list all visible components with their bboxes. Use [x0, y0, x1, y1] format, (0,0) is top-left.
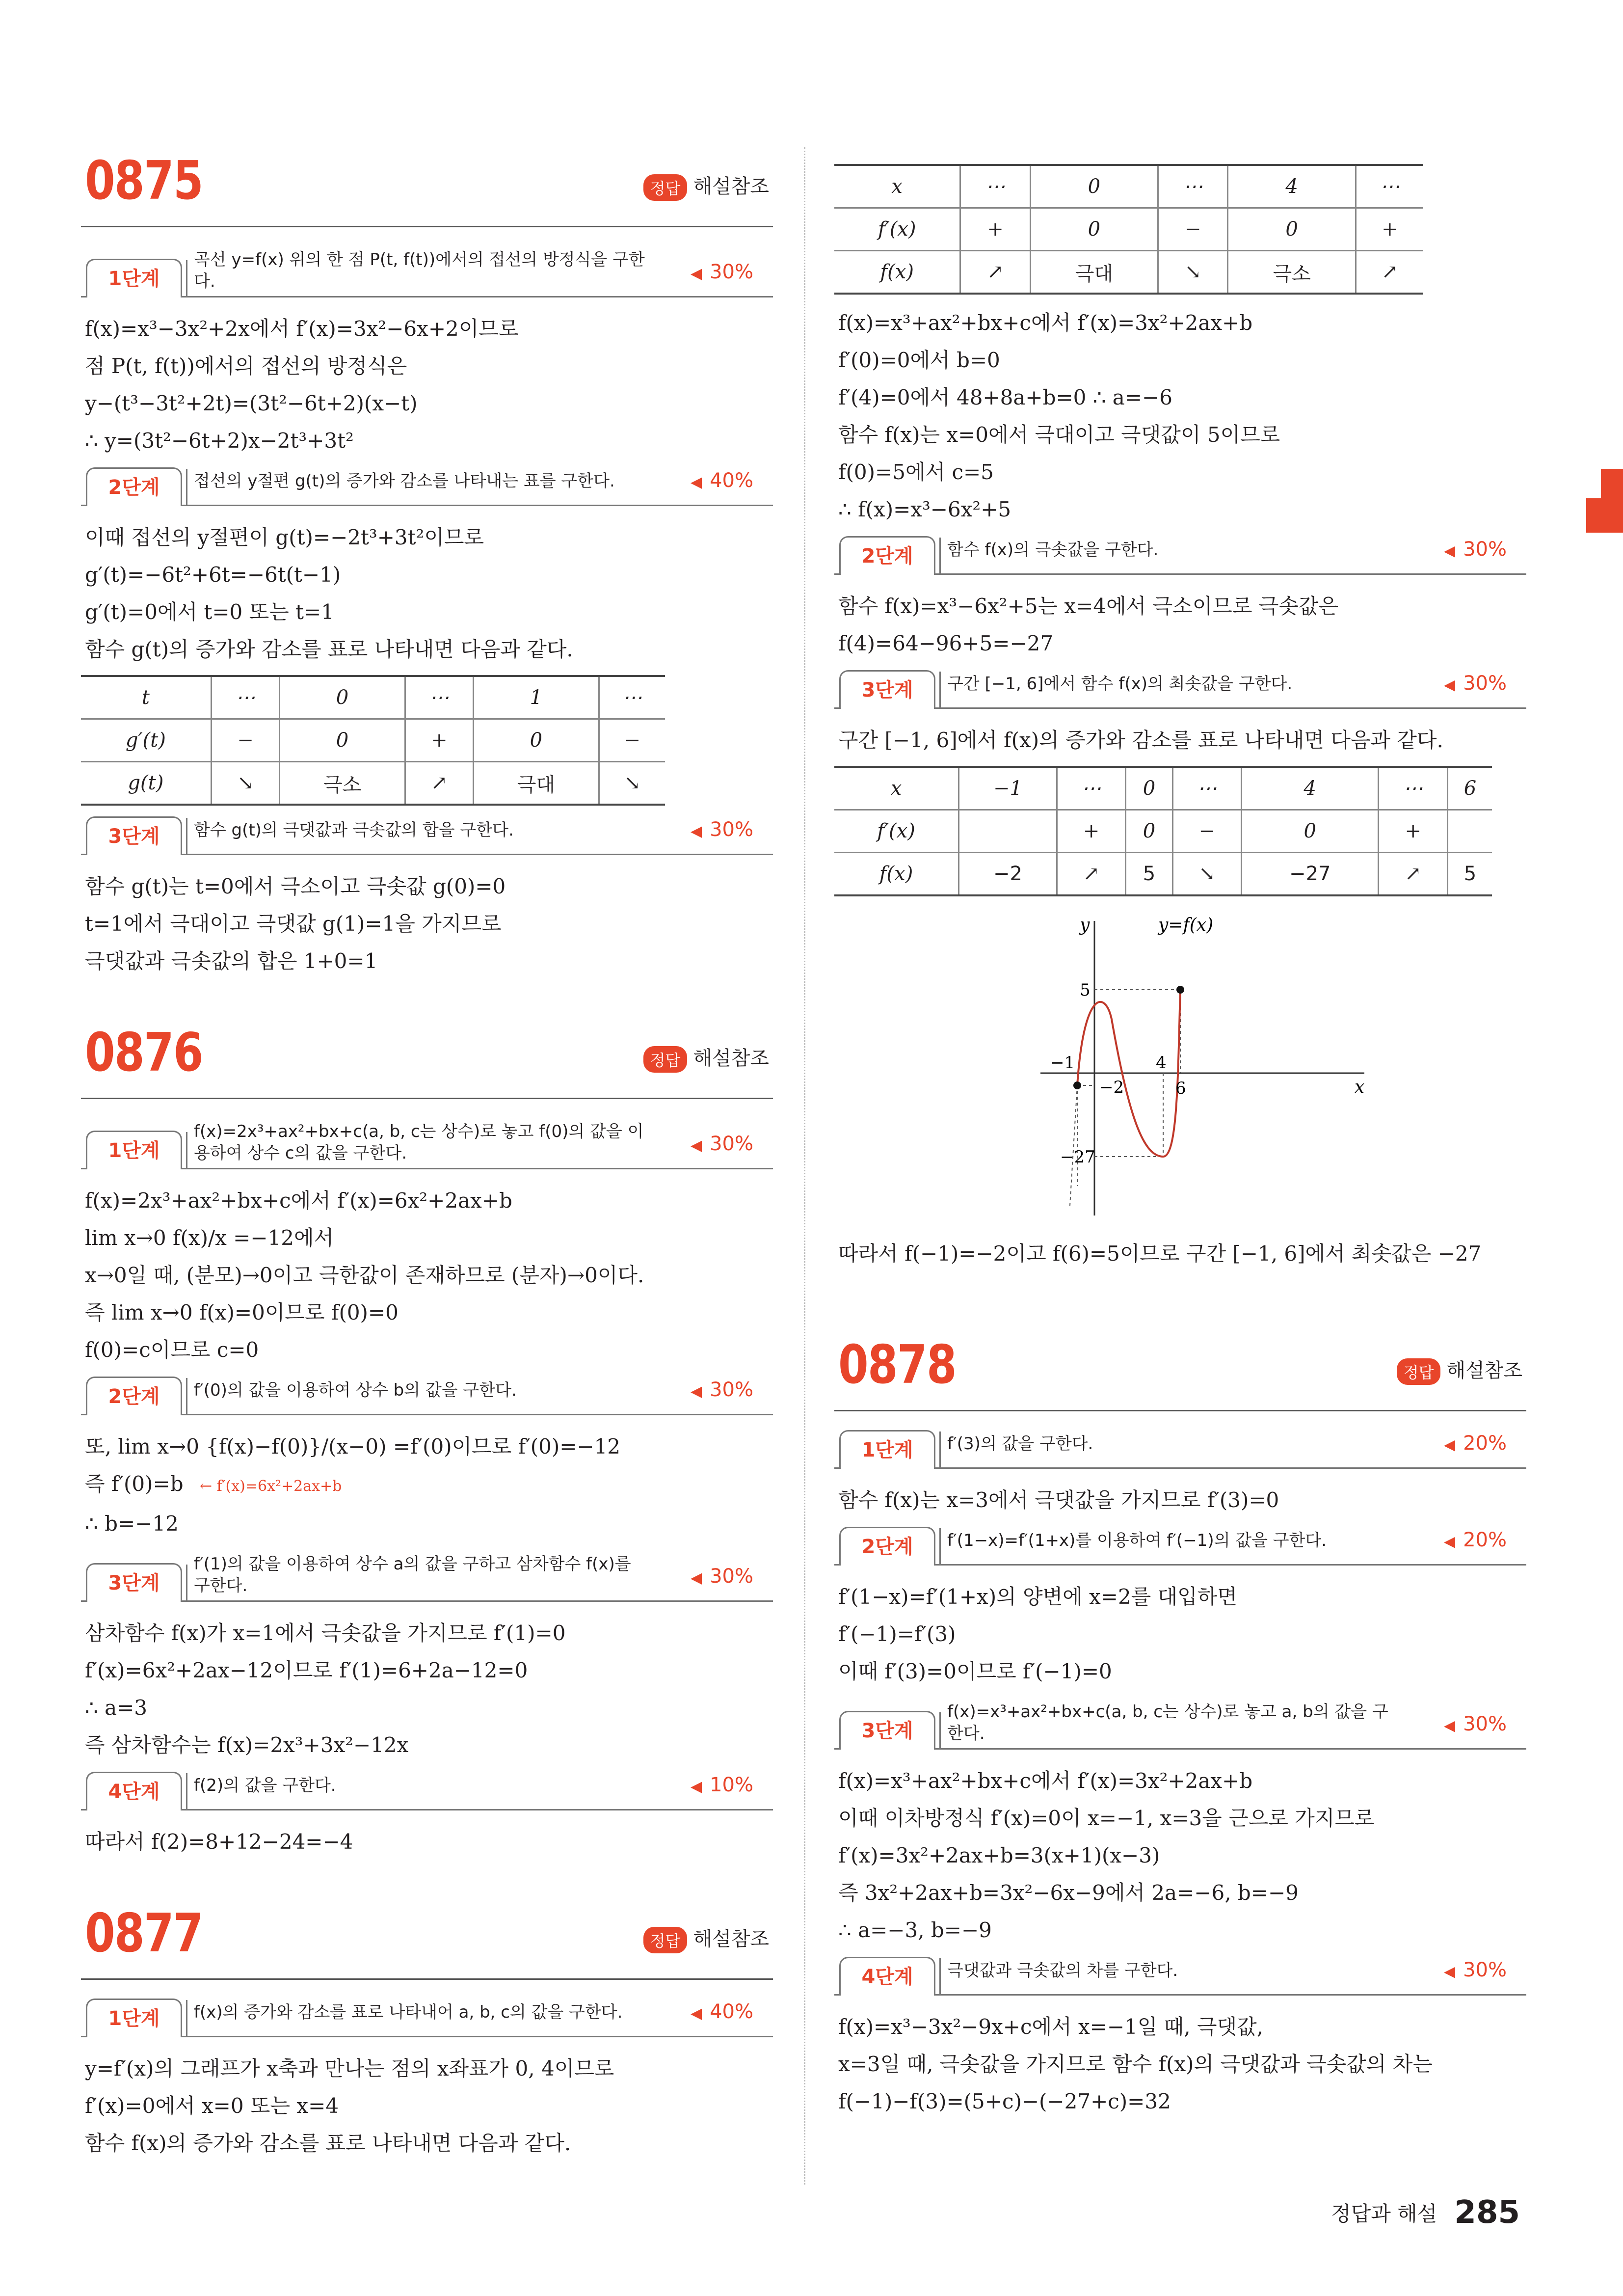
step-description: 극댓값과 극솟값의 차를 구한다.	[947, 1961, 1178, 1980]
solution-line: ∴ a=−3, b=−9	[838, 1918, 992, 1942]
chapter-tab	[1586, 469, 1623, 533]
solution-line: g′(t)=0에서 t=0 또는 t=1	[85, 600, 334, 624]
solution-line: 함수 f(x)=x³−6x²+5는 x=4에서 극소이므로 극솟값은	[838, 594, 1339, 618]
solution-line: f(x)=x³+ax²+bx+c에서 f′(x)=3x²+2ax+b	[838, 1769, 1253, 1793]
step-percent: ◀ 40%	[691, 469, 753, 492]
step-tag: 3단계	[86, 1563, 182, 1602]
step-tag: 3단계	[839, 1711, 935, 1750]
solution-line: y=f′(x)의 그래프가 x축과 만나는 점의 x좌표가 0, 4이므로	[85, 2056, 614, 2080]
solution-line: f(x)=2x³+ax²+bx+c에서 f′(x)=6x²+2ax+b	[85, 1189, 512, 1213]
graph-svg	[1031, 911, 1374, 1225]
step-percent: ◀ 30%	[691, 261, 753, 283]
solution-line: f′(4)=0에서 48+8a+b=0 ∴ a=−6	[838, 385, 1172, 409]
x-axis-label: x	[1355, 1077, 1365, 1097]
solution-line: lim x→0 f(x)/x =−12에서	[85, 1226, 334, 1250]
page-footer	[1331, 2194, 1520, 2231]
solution-line: x=3일 때, 극솟값을 가지므로 함수 f(x)의 극댓값과 극솟값의 차는	[838, 2052, 1433, 2076]
problem-number: 0875	[85, 150, 203, 212]
left-column	[81, 147, 773, 2162]
problem-header	[81, 1900, 773, 1980]
solution-line: 즉 lim x→0 f(x)=0이므로 f(0)=0	[85, 1300, 399, 1324]
step-box	[81, 1998, 773, 2037]
solution-line: 즉 3x²+2ax+b=3x²−6x−9에서 2a=−6, b=−9	[838, 1881, 1299, 1905]
step-percent: ◀ 30%	[691, 818, 753, 841]
step-tag: 4단계	[86, 1772, 182, 1810]
step-tag: 2단계	[839, 1527, 935, 1566]
solution-line: f′(1−x)=f′(1+x)의 양변에 x=2를 대입하면	[838, 1585, 1237, 1609]
sign-table: t ⋯ 0 ⋯ 1 ⋯ g′(t) − 0 + 0 − g(t) ↘ 극소 ↗ 극대 ↘	[81, 675, 665, 806]
tick-label: −27	[1060, 1147, 1095, 1167]
step-tag: 1단계	[86, 1999, 182, 2037]
solution-line: 구간 [−1, 6]에서 f(x)의 증가와 감소를 표로 나타내면 다음과 같다.	[838, 728, 1443, 752]
step-percent: ◀ 40%	[691, 2000, 753, 2023]
step-box	[81, 245, 773, 297]
solution-line: g′(t)=−6t²+6t=−6t(t−1)	[85, 563, 341, 587]
answer-label	[1397, 1355, 1522, 1385]
tick-label: 4	[1156, 1053, 1167, 1073]
function-graph	[1031, 911, 1374, 1225]
step-percent: ◀ 30%	[1444, 538, 1507, 561]
solution-line: f(4)=64−96+5=−27	[838, 631, 1054, 655]
step-percent: ◀ 30%	[691, 1565, 753, 1588]
step-box	[81, 1117, 773, 1169]
step-box	[81, 815, 773, 855]
step-box	[834, 535, 1526, 575]
solution-line: 극댓값과 극솟값의 합은 1+0=1	[85, 949, 378, 973]
answer-text: 해설참조	[1446, 1359, 1522, 1382]
step-tag: 2단계	[86, 1377, 182, 1415]
sign-table: x −1 ⋯ 0 ⋯ 4 ⋯ 6 f′(x) + 0 − 0 + f(x) −2 ↗ 5 ↘ −27 ↗ 5	[834, 766, 1492, 896]
solution-line: f′(0)=0에서 b=0	[838, 348, 1000, 372]
solution-line: ∴ y=(3t²−6t+2)x−2t³+3t²	[85, 429, 354, 453]
step-description: f(2)의 값을 구한다.	[194, 1776, 336, 1795]
sign-table: x ⋯ 0 ⋯ 4 ⋯ f′(x) + 0 − 0 + f(x) ↗ 극대 ↘ 극소 ↗	[834, 164, 1423, 295]
step-percent: ◀ 30%	[691, 1378, 753, 1401]
step-box	[834, 1429, 1526, 1469]
answer-text: 해설참조	[693, 175, 769, 198]
step-box	[834, 1526, 1526, 1566]
solution-line: 삼차함수 f(x)가 x=1에서 극솟값을 가지므로 f′(1)=0	[85, 1621, 566, 1645]
step-percent: ◀ 30%	[1444, 1959, 1507, 1981]
footer-text: 정답과 해설	[1331, 2202, 1437, 2226]
solution-line: f(x)=x³+ax²+bx+c에서 f′(x)=3x²+2ax+b	[838, 311, 1253, 335]
answer-badge: 정답	[643, 174, 688, 201]
step-description: 함수 f(x)의 극솟값을 구한다.	[947, 540, 1159, 560]
solution-line: ∴ b=−12	[85, 1512, 179, 1536]
endpoint-right	[1176, 986, 1184, 994]
step-tag: 4단계	[839, 1957, 935, 1996]
step-description: f(x)=x³+ax²+bx+c(a, b, c는 상수)로 놓고 a, b의 값을 구한다.	[947, 1702, 1388, 1743]
step-percent: ◀ 20%	[1444, 1529, 1507, 1551]
step-percent: ◀ 10%	[691, 1774, 753, 1796]
step-box	[834, 669, 1526, 709]
solution-line: f(x)=x³−3x²+2x에서 f′(x)=3x²−6x+2이므로	[85, 317, 519, 341]
solution-line: 함수 f(x)는 x=0에서 극대이고 극댓값이 5이므로	[838, 423, 1280, 447]
step-tag: 1단계	[839, 1430, 935, 1469]
step-description: 곡선 y=f(x) 위의 한 점 P(t, f(t))에서의 접선의 방정식을 구한다.	[194, 250, 645, 291]
solution-line: 또, lim x→0 {f(x)−f(0)}/(x−0) =f′(0)이므로 f′(0)=−12	[85, 1434, 621, 1459]
step-box	[834, 1956, 1526, 1996]
tick-label: −1	[1050, 1053, 1075, 1073]
answer-label	[643, 1043, 769, 1073]
tick-label: −2	[1099, 1078, 1124, 1097]
solution-line: 즉 삼차함수는 f(x)=2x³+3x²−12x	[85, 1733, 409, 1757]
problem-header	[81, 1019, 773, 1099]
endpoint-left	[1073, 1081, 1081, 1089]
step-description: f(x)의 증가와 감소를 표로 나타내어 a, b, c의 값을 구한다.	[194, 2002, 623, 2022]
y-axis-label: y	[1080, 915, 1090, 935]
solution-line: f′(x)=0에서 x=0 또는 x=4	[85, 2094, 339, 2118]
step-tag: 1단계	[86, 259, 182, 297]
step-description: 접선의 y절편 g(t)의 증가와 감소를 나타내는 표를 구한다.	[194, 471, 615, 491]
solution-line: f(−1)−f(3)=(5+c)−(−27+c)=32	[838, 2089, 1171, 2113]
step-description: 함수 g(t)의 극댓값과 극솟값의 합을 구한다.	[194, 820, 514, 840]
solution-line: 이때 접선의 y절편이 g(t)=−2t³+3t²이므로	[85, 525, 484, 549]
solution-line: f′(−1)=f′(3)	[838, 1622, 956, 1646]
step-tag: 3단계	[839, 670, 935, 709]
step-description: f′(0)의 값을 이용하여 상수 b의 값을 구한다.	[194, 1380, 517, 1400]
step-description: 구간 [−1, 6]에서 함수 f(x)의 최솟값을 구한다.	[947, 674, 1293, 694]
solution-line: x→0일 때, (분모)→0이고 극한값이 존재하므로 (분자)→0이다.	[85, 1263, 644, 1287]
solution-line: 점 P(t, f(t))에서의 접선의 방정식은	[85, 354, 407, 378]
answer-badge: 정답	[643, 1927, 688, 1953]
solution-line: f′(x)=3x²+2ax+b=3(x+1)(x−3)	[838, 1843, 1160, 1867]
solution-line: 함수 f(x)의 증가와 감소를 표로 나타내면 다음과 같다.	[85, 2131, 571, 2155]
step-tag: 2단계	[839, 536, 935, 575]
solution-line: 함수 f(x)는 x=3에서 극댓값을 가지므로 f′(3)=0	[838, 1488, 1279, 1512]
step-percent: ◀ 20%	[1444, 1432, 1507, 1455]
step-box	[81, 1771, 773, 1810]
step-description: f′(1)의 값을 이용하여 상수 a의 값을 구하고 삼차함수 f(x)를 구한다.	[194, 1554, 631, 1595]
problem-header	[81, 147, 773, 227]
step-tag: 3단계	[86, 816, 182, 855]
solution-line: ∴ f(x)=x³−6x²+5	[838, 497, 1011, 521]
tick-label: 6	[1175, 1079, 1186, 1098]
step-tag: 2단계	[86, 467, 182, 506]
page-number: 285	[1454, 2194, 1520, 2231]
problem-number: 0878	[838, 1334, 956, 1396]
solution-line: 따라서 f(−1)=−2이고 f(6)=5이므로 구간 [−1, 6]에서 최솟값은 −27	[838, 1242, 1482, 1266]
answer-label	[643, 1923, 769, 1953]
solution-line: 따라서 f(2)=8+12−24=−4	[85, 1830, 353, 1854]
step-percent: ◀ 30%	[691, 1133, 753, 1155]
step-box	[81, 1376, 773, 1415]
solution-line: 즉 f′(0)=b ← f′(x)=6x²+2ax+b	[85, 1472, 342, 1496]
solution-line: f(x)=x³−3x²−9x+c에서 x=−1일 때, 극댓값,	[838, 2015, 1264, 2039]
solution-line: f(0)=c이므로 c=0	[85, 1338, 259, 1362]
right-column	[834, 157, 1526, 2120]
answer-badge: 정답	[643, 1046, 688, 1073]
solution-line: 이때 f′(3)=0이므로 f′(−1)=0	[838, 1659, 1112, 1683]
solution-line: 함수 g(t)의 증가와 감소를 표로 나타내면 다음과 같다.	[85, 637, 573, 661]
problem-number: 0877	[85, 1903, 203, 1964]
answer-badge: 정답	[1397, 1358, 1441, 1385]
step-percent: ◀ 30%	[1444, 672, 1507, 695]
problem-number: 0876	[85, 1022, 203, 1083]
answer-text: 해설참조	[693, 1928, 769, 1950]
step-box	[81, 466, 773, 506]
problem-header	[834, 1331, 1526, 1411]
step-tag: 1단계	[86, 1131, 182, 1169]
column-divider	[804, 147, 805, 2185]
step-description: f(x)=2x³+ax²+bx+c(a, b, c는 상수)로 놓고 f(0)의 값을 이용하여 상수 c의 값을 구한다.	[194, 1122, 644, 1163]
solution-line: t=1에서 극대이고 극댓값 g(1)=1을 가지므로	[85, 912, 502, 936]
step-description: f′(1−x)=f′(1+x)를 이용하여 f′(−1)의 값을 구한다.	[947, 1531, 1327, 1550]
step-description: f′(3)의 값을 구한다.	[947, 1434, 1093, 1454]
curve-extension	[1070, 1085, 1077, 1206]
answer-label	[643, 171, 769, 201]
solution-line: 함수 g(t)는 t=0에서 극소이고 극솟값 g(0)=0	[85, 874, 506, 898]
step-box	[81, 1549, 773, 1602]
step-percent: ◀ 30%	[1444, 1713, 1507, 1735]
step-box	[834, 1697, 1526, 1750]
solution-line: ∴ a=3	[85, 1696, 148, 1720]
solution-line: f(0)=5에서 c=5	[838, 460, 994, 484]
curve-label: y=f(x)	[1158, 915, 1214, 935]
solution-line: f′(x)=6x²+2ax−12이므로 f′(1)=6+2a−12=0	[85, 1658, 528, 1682]
solution-line: y−(t³−3t²+2t)=(3t²−6t+2)(x−t)	[85, 391, 418, 415]
answer-text: 해설참조	[693, 1047, 769, 1070]
margin-note: ← f′(x)=6x²+2ax+b	[199, 1478, 342, 1495]
solution-line: 이때 이차방정식 f′(x)=0이 x=−1, x=3을 근으로 가지므로	[838, 1806, 1375, 1830]
tick-label: 5	[1080, 980, 1091, 1000]
